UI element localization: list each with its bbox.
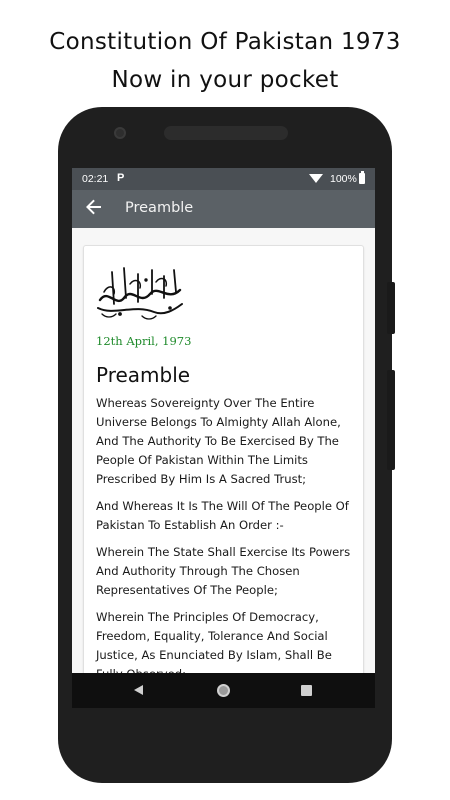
battery-icon xyxy=(359,173,365,184)
nav-recents-icon[interactable] xyxy=(301,685,312,696)
app-bar xyxy=(72,190,375,228)
paragraph: Wherein The State Shall Exercise Its Powers And Authority Through The Chosen Representatives Of The People; xyxy=(96,545,351,597)
power-button xyxy=(387,282,395,334)
page-title: Preamble xyxy=(125,200,194,216)
bismillah-calligraphy-icon xyxy=(94,264,186,322)
arrow-back-glyph xyxy=(86,199,102,215)
status-bar xyxy=(72,168,375,190)
promo-title: Constitution Of Pakistan 1973 xyxy=(49,29,401,55)
status-time: 02:21 xyxy=(82,173,109,185)
notification-p-icon: P xyxy=(117,172,125,184)
date-text: 12th April, 1973 xyxy=(96,334,192,348)
wifi-icon xyxy=(309,174,323,183)
nav-back-icon[interactable] xyxy=(134,685,143,695)
volume-button xyxy=(387,370,395,470)
content-area[interactable] xyxy=(72,228,375,673)
paragraph: And Whereas It Is The Will Of The People Of Pakistan To Establish An Order :- xyxy=(96,499,349,532)
preamble-text xyxy=(96,394,358,692)
nav-home-icon[interactable] xyxy=(217,684,230,697)
paragraph: Whereas Sovereignty Over The Entire Universe Belongs To Almighty Allah Alone, And The Authority To Be Exercised By The People Of Pakistan Within The Limits Prescribed By Him Is A Sacred Trust; xyxy=(96,396,341,486)
system-nav-bar xyxy=(72,673,375,708)
battery-level: 100% xyxy=(330,173,357,185)
section-heading: Preamble xyxy=(96,363,191,387)
paragraph: Wherein The Principles Of Democracy, Freedom, Equality, Tolerance And Social Justice, As Enunciated By Islam, Shall Be xyxy=(96,610,332,662)
preamble-card xyxy=(83,245,364,685)
phone-screen xyxy=(72,168,375,708)
front-camera xyxy=(114,127,126,139)
promo-subtitle: Now in your pocket xyxy=(111,67,339,93)
earpiece-speaker xyxy=(164,126,288,140)
arrow-back-icon[interactable] xyxy=(84,197,104,217)
